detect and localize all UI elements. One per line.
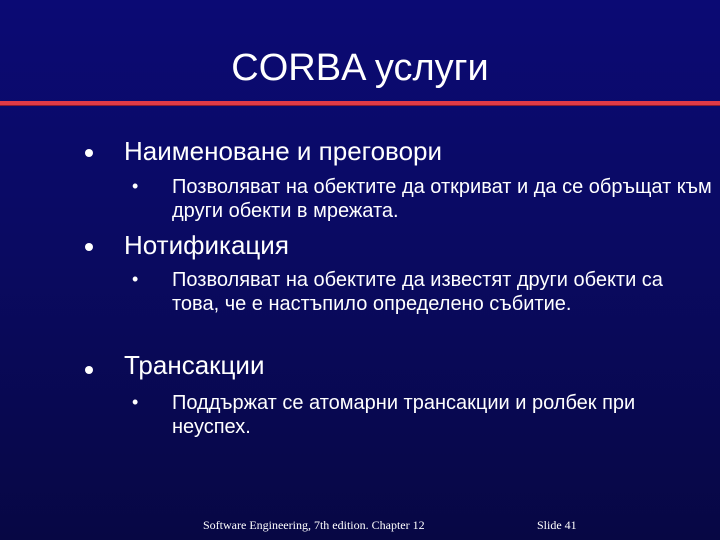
title-underline	[0, 101, 720, 106]
sub-bullet-marker-2: •	[132, 269, 139, 289]
bullet-detail-2: Позволяват на обектите да известят други обекти са това, че е настъпило определено събитие.	[172, 269, 663, 315]
sub-bullet-marker-1: •	[132, 176, 139, 196]
sub-bullet-marker-3: •	[132, 392, 139, 412]
bullet-marker-1	[85, 149, 93, 157]
bullet-heading-2: Нотификация	[124, 230, 289, 260]
bullet-marker-2	[85, 243, 93, 251]
bullet-heading-1: Наименоване и преговори	[124, 136, 443, 166]
bullet-marker-3	[85, 366, 93, 374]
footer-course: Software Engineering, 7th edition. Chapter 12	[203, 518, 425, 532]
slide-title: CORBA услуги	[231, 47, 489, 89]
bullet-heading-3: Трансакции	[124, 350, 265, 380]
footer-slide-number: Slide 41	[537, 518, 577, 532]
bullet-detail-1: Позволяват на обектите да откриват и да се обръщат към други обекти в мрежата.	[172, 176, 712, 222]
bullet-detail-3: Поддържат се атомарни трансакции и ролбек при неуспех.	[172, 392, 636, 438]
